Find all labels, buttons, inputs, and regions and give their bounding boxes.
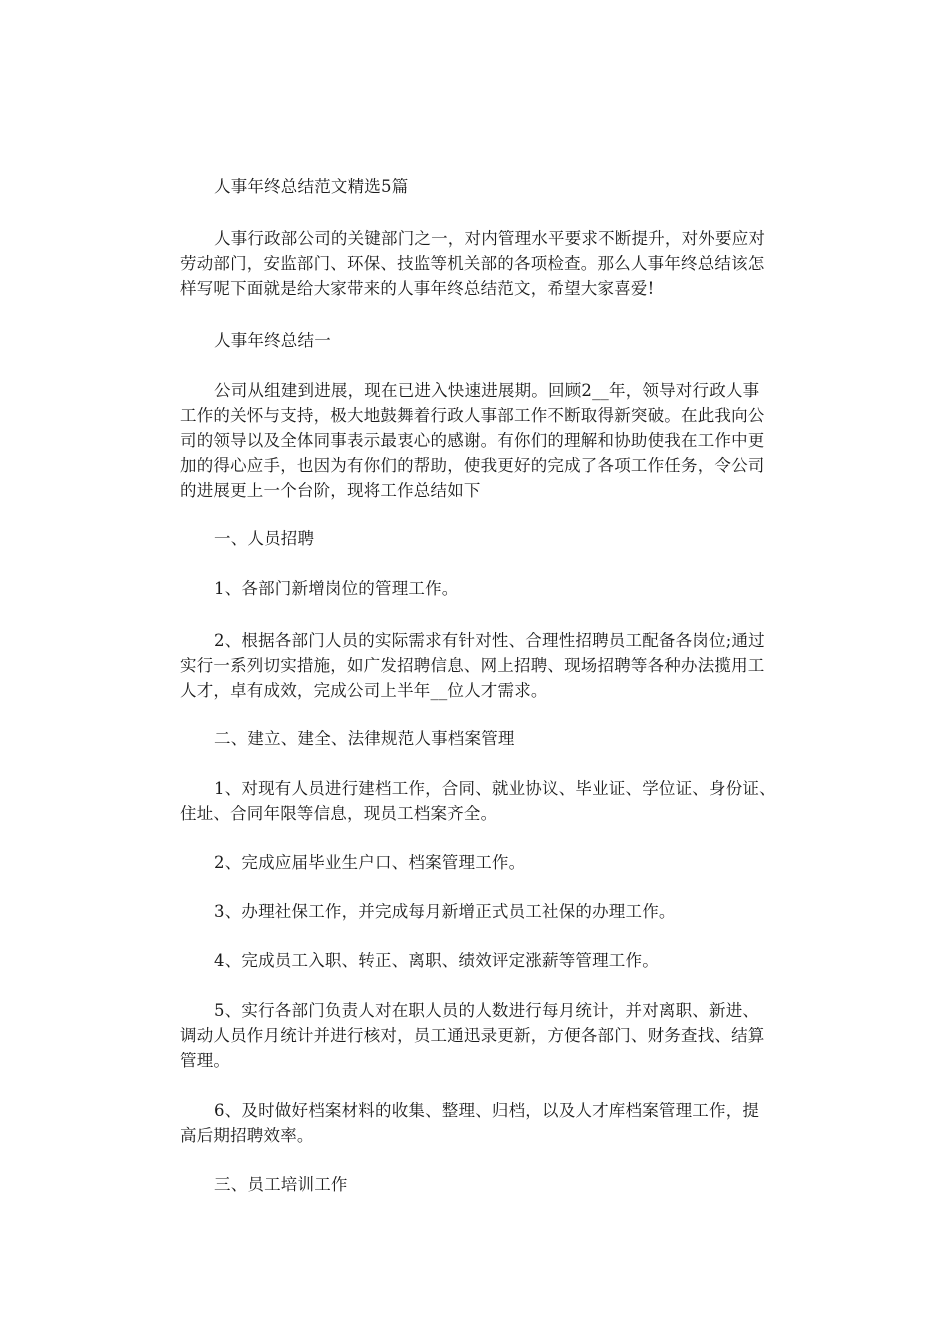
archive-item-1-line-2: 住址、合同年限等信息，现员工档案齐全。 <box>180 804 498 823</box>
heading-staff-training: 三、员工培训工作 <box>214 1175 348 1194</box>
recruit-item-2-line-1: 2、根据各部门人员的实际需求有针对性、合理性招聘员工配备各岗位;通过 <box>214 631 765 650</box>
intro-line-1: 人事行政部公司的关键部门之一，对内管理水平要求不断提升，对外要应对 <box>214 229 766 248</box>
intro-line-2: 劳动部门，安监部门、环保、技监等机关部的各项检查。那么人事年终总结该怎 <box>180 254 765 273</box>
recruit-item-2-line-3: 人才，卓有成效，完成公司上半年__位人才需求。 <box>180 681 548 700</box>
archive-item-1-line-1: 1、对现有人员进行建档工作，合同、就业协议、毕业证、学位证、身份证、 <box>214 779 776 798</box>
document-title: 人事年终总结范文精选5篇 <box>214 177 409 196</box>
recruit-item-1: 1、各部门新增岗位的管理工作。 <box>214 579 459 598</box>
recruit-item-2-line-2: 实行一系列切实措施，如广发招聘信息、网上招聘、现场招聘等各种办法揽用工 <box>180 656 765 675</box>
intro-line-3: 样写呢下面就是给大家带来的人事年终总结范文，希望大家喜爱! <box>180 279 655 298</box>
heading-recruitment: 一、人员招聘 <box>214 529 315 548</box>
archive-item-5-line-3: 管理。 <box>180 1051 231 1070</box>
summary-para-line-5: 的进展更上一个台阶，现将工作总结如下 <box>180 481 481 500</box>
section-heading-summary-one: 人事年终总结一 <box>214 331 331 350</box>
archive-item-4: 4、完成员工入职、转正、离职、绩效评定涨薪等管理工作。 <box>214 951 659 970</box>
summary-para-line-3: 司的领导以及全体同事表示最衷心的感谢。有你们的理解和协助使我在工作中更 <box>180 431 765 450</box>
archive-item-2: 2、完成应届毕业生户口、档案管理工作。 <box>214 853 526 872</box>
archive-item-5-line-2: 调动人员作月统计并进行核对，员工通迅录更新，方便各部门、财务查找、结算 <box>180 1026 765 1045</box>
heading-archive-management: 二、建立、建全、法律规范人事档案管理 <box>214 729 515 748</box>
summary-para-line-2: 工作的关怀与支持，极大地鼓舞着行政人事部工作不断取得新突破。在此我向公 <box>180 406 765 425</box>
summary-para-line-1: 公司从组建到进展，现在已进入快速进展期。回顾2__年，领导对行政人事 <box>214 381 760 400</box>
summary-para-line-4: 加的得心应手，也因为有你们的帮助，使我更好的完成了各项工作任务，令公司 <box>180 456 765 475</box>
archive-item-6-line-1: 6、及时做好档案材料的收集、整理、归档，以及人才库档案管理工作，提 <box>214 1101 760 1120</box>
archive-item-6-line-2: 高后期招聘效率。 <box>180 1126 314 1145</box>
archive-item-3: 3、办理社保工作，并完成每月新增正式员工社保的办理工作。 <box>214 902 676 921</box>
archive-item-5-line-1: 5、实行各部门负责人对在职人员的人数进行每月统计，并对离职、新进、 <box>214 1001 760 1020</box>
